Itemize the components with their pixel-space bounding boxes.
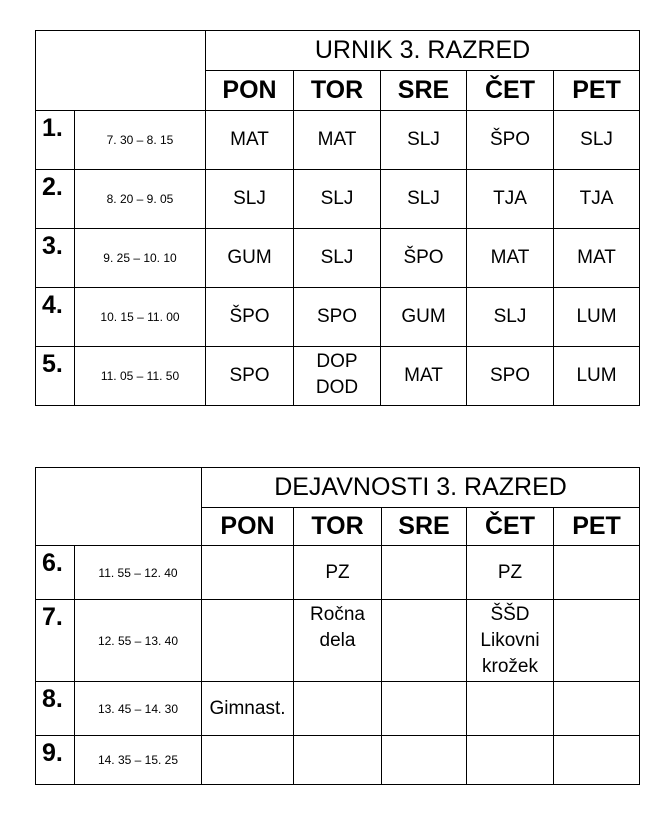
subject-cell-tor: [294, 600, 382, 682]
subject-cell-tor: [294, 347, 381, 406]
period-number: 9.: [36, 736, 75, 785]
subject-cell-cet: [467, 600, 554, 682]
subject-text: MAT: [230, 129, 269, 150]
table-row: [36, 682, 640, 736]
header-empty-cell: [36, 468, 202, 546]
table-row: [36, 600, 640, 682]
period-time: 13. 45 – 14. 30: [75, 682, 202, 736]
subject-cell-cet: [467, 170, 554, 229]
table-row: [36, 546, 640, 600]
subject-cell-sre: [382, 546, 467, 600]
subject-cell-cet: [467, 347, 554, 406]
subject-text: LUM: [576, 306, 617, 327]
subject-cell-pet: [554, 288, 640, 347]
subject-text: GUM: [227, 247, 272, 268]
subject-cell-pon: [206, 347, 294, 406]
day-header-cet: ČET: [467, 508, 554, 546]
subject-text: DOD: [315, 377, 359, 398]
subject-text: SLJ: [320, 188, 354, 209]
subject-cell-cet: [467, 288, 554, 347]
activities-table: [35, 467, 640, 785]
period-time: 12. 55 – 13. 40: [75, 600, 202, 682]
subject-cell-tor: [294, 546, 382, 600]
period-number: 3.: [36, 229, 75, 288]
schedule-title: URNIK 3. RAZRED: [206, 31, 640, 71]
period-time: 11. 55 – 12. 40: [75, 546, 202, 600]
subject-text: Gimnast.: [209, 697, 286, 719]
subject-text: ŠPO: [229, 306, 270, 327]
period-number: 7.: [36, 600, 75, 682]
subject-cell-sre: [382, 736, 467, 785]
table-row: [36, 347, 640, 406]
day-header-pon: PON: [202, 508, 294, 546]
period-time: 10. 15 – 11. 00: [75, 288, 206, 347]
period-number: 8.: [36, 682, 75, 736]
subject-cell-pon: [206, 170, 294, 229]
table-row: [36, 170, 640, 229]
subject-text: LUM: [576, 365, 617, 386]
table-row: [36, 111, 640, 170]
subject-text: ŠPO: [489, 129, 531, 150]
period-time: 8. 20 – 9. 05: [75, 170, 206, 229]
subject-cell-pet: [554, 170, 640, 229]
subject-text: SLJ: [407, 188, 440, 209]
subject-text: SLJ: [407, 129, 440, 150]
period-number: 1.: [36, 111, 75, 170]
subject-cell-sre: [381, 170, 467, 229]
subject-text: PZ: [325, 561, 350, 583]
subject-text: MAT: [404, 365, 443, 386]
table-row: [36, 288, 640, 347]
subject-cell-cet: [467, 546, 554, 600]
day-header-sre: SRE: [381, 71, 467, 111]
subject-cell-tor: [294, 736, 382, 785]
subject-text: Ročna: [310, 604, 365, 625]
period-number: 2.: [36, 170, 75, 229]
header-empty-cell: [36, 31, 206, 111]
subject-text: SLJ: [320, 247, 354, 268]
subject-text: MAT: [577, 247, 616, 268]
subject-cell-sre: [381, 111, 467, 170]
day-header-cet: ČET: [467, 71, 554, 111]
subject-text: ŠŠD: [490, 604, 530, 625]
schedule-body: [36, 111, 640, 406]
subject-text: dela: [319, 630, 356, 651]
schedule-table: [35, 30, 640, 406]
subject-text: SPO: [489, 365, 531, 386]
subject-cell-cet: [467, 111, 554, 170]
subject-text: SPO: [316, 306, 358, 327]
subject-cell-cet: [467, 682, 554, 736]
activities-title: DEJAVNOSTI 3. RAZRED: [202, 468, 640, 508]
subject-cell-pet: [554, 736, 640, 785]
subject-text: SPO: [229, 365, 270, 386]
subject-cell-sre: [382, 600, 467, 682]
subject-text: MAT: [317, 129, 357, 150]
subject-cell-pon: [202, 682, 294, 736]
table-row: [36, 229, 640, 288]
subject-text: TJA: [493, 188, 527, 209]
subject-cell-tor: [294, 170, 381, 229]
subject-cell-tor: [294, 229, 381, 288]
subject-cell-sre: [382, 682, 467, 736]
subject-text: krožek: [482, 656, 538, 677]
subject-cell-pon: [202, 546, 294, 600]
subject-text: PZ: [497, 561, 523, 583]
subject-text: SLJ: [580, 129, 613, 150]
subject-cell-pet: [554, 600, 640, 682]
subject-cell-cet: [467, 736, 554, 785]
subject-text: MAT: [490, 247, 530, 268]
subject-text: Likovni: [480, 630, 540, 651]
day-header-sre: SRE: [382, 508, 467, 546]
subject-cell-tor: [294, 682, 382, 736]
subject-cell-pet: [554, 347, 640, 406]
subject-text: GUM: [401, 306, 446, 327]
subject-cell-pet: [554, 111, 640, 170]
subject-cell-sre: [381, 229, 467, 288]
subject-text: TJA: [579, 188, 614, 209]
subject-cell-pon: [206, 288, 294, 347]
subject-cell-pet: [554, 229, 640, 288]
subject-text: SLJ: [493, 306, 527, 327]
subject-cell-pon: [206, 229, 294, 288]
day-header-pet: PET: [554, 508, 640, 546]
day-header-tor: TOR: [294, 71, 381, 111]
period-number: 6.: [36, 546, 75, 600]
subject-cell-pon: [206, 111, 294, 170]
subject-text: DOP: [316, 351, 358, 372]
subject-cell-pon: [202, 736, 294, 785]
period-time: 14. 35 – 15. 25: [75, 736, 202, 785]
table-row: [36, 736, 640, 785]
period-number: 4.: [36, 288, 75, 347]
period-time: 7. 30 – 8. 15: [75, 111, 206, 170]
activities-body: [36, 546, 640, 785]
subject-text: SLJ: [233, 188, 266, 209]
day-header-pet: PET: [554, 71, 640, 111]
period-time: 9. 25 – 10. 10: [75, 229, 206, 288]
day-header-pon: PON: [206, 71, 294, 111]
subject-text: ŠPO: [403, 247, 444, 268]
subject-cell-pon: [202, 600, 294, 682]
subject-cell-tor: [294, 111, 381, 170]
subject-cell-cet: [467, 229, 554, 288]
day-header-tor: TOR: [294, 508, 382, 546]
period-time: 11. 05 – 11. 50: [75, 347, 206, 406]
subject-cell-pet: [554, 682, 640, 736]
subject-cell-pet: [554, 546, 640, 600]
subject-cell-sre: [381, 347, 467, 406]
period-number: 5.: [36, 347, 75, 406]
subject-cell-sre: [381, 288, 467, 347]
subject-cell-tor: [294, 288, 381, 347]
